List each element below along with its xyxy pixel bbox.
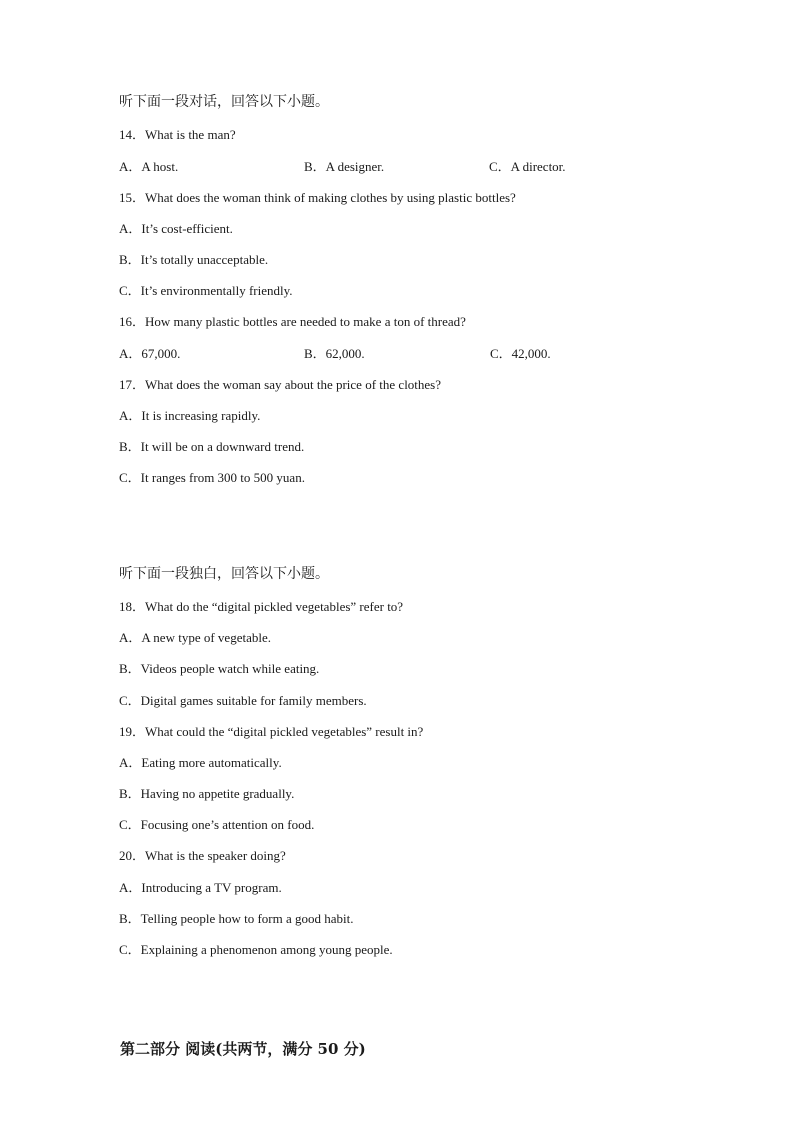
- option-16-c: C．42,000.: [490, 346, 551, 361]
- option-17-c: C．It ranges from 300 to 500 yuan.: [119, 470, 305, 485]
- option-17-b: B．It will be on a downward trend.: [119, 439, 305, 454]
- question-18: 18．What do the “digital pickled vegetables” refer to?: [119, 599, 404, 614]
- option-14-b: B．A designer.: [304, 159, 385, 174]
- option-16-a: A．67,000.: [119, 346, 181, 361]
- option-18-a: A．A new type of vegetable.: [119, 630, 271, 645]
- option-16-b: B．62,000.: [304, 346, 365, 361]
- option-15-a: A．It’s cost-efficient.: [119, 221, 233, 236]
- question-17: 17．What does the woman say about the price of the clothes?: [119, 377, 442, 392]
- option-20-c: C．Explaining a phenomenon among young people.: [119, 942, 393, 957]
- option-19-c: C．Focusing one’s attention on food.: [119, 817, 315, 832]
- option-19-a: A．Eating more automatically.: [119, 755, 282, 770]
- option-17-a: A．It is increasing rapidly.: [119, 408, 261, 423]
- question-20: 20．What is the speaker doing?: [119, 848, 286, 863]
- instruction-monologue: 听下面一段独白，回答以下小题。: [119, 567, 329, 582]
- option-18-b: B．Videos people watch while eating.: [119, 661, 320, 676]
- option-20-a: A．Introducing a TV program.: [119, 880, 282, 895]
- option-14-a: A．A host.: [119, 159, 179, 174]
- instruction-dialogue: 听下面一段对话，回答以下小题。: [119, 95, 329, 110]
- question-15: 15．What does the woman think of making clothes by using plastic bottles?: [119, 190, 516, 205]
- question-16: 16．How many plastic bottles are needed to make a ton of thread?: [119, 314, 466, 329]
- option-15-c: C．It’s environmentally friendly.: [119, 283, 293, 298]
- question-14: 14．What is the man?: [119, 127, 236, 142]
- option-19-b: B．Having no appetite gradually.: [119, 786, 295, 801]
- question-19: 19．What could the “digital pickled vegetables” result in?: [119, 724, 424, 739]
- option-20-b: B．Telling people how to form a good habit.: [119, 911, 354, 926]
- option-15-b: B．It’s totally unacceptable.: [119, 252, 269, 267]
- option-14-c: C．A director.: [489, 159, 566, 174]
- option-18-c: C．Digital games suitable for family members.: [119, 693, 367, 708]
- section-title: 第二部分 阅读(共两节，满分 50 分): [120, 1040, 366, 1058]
